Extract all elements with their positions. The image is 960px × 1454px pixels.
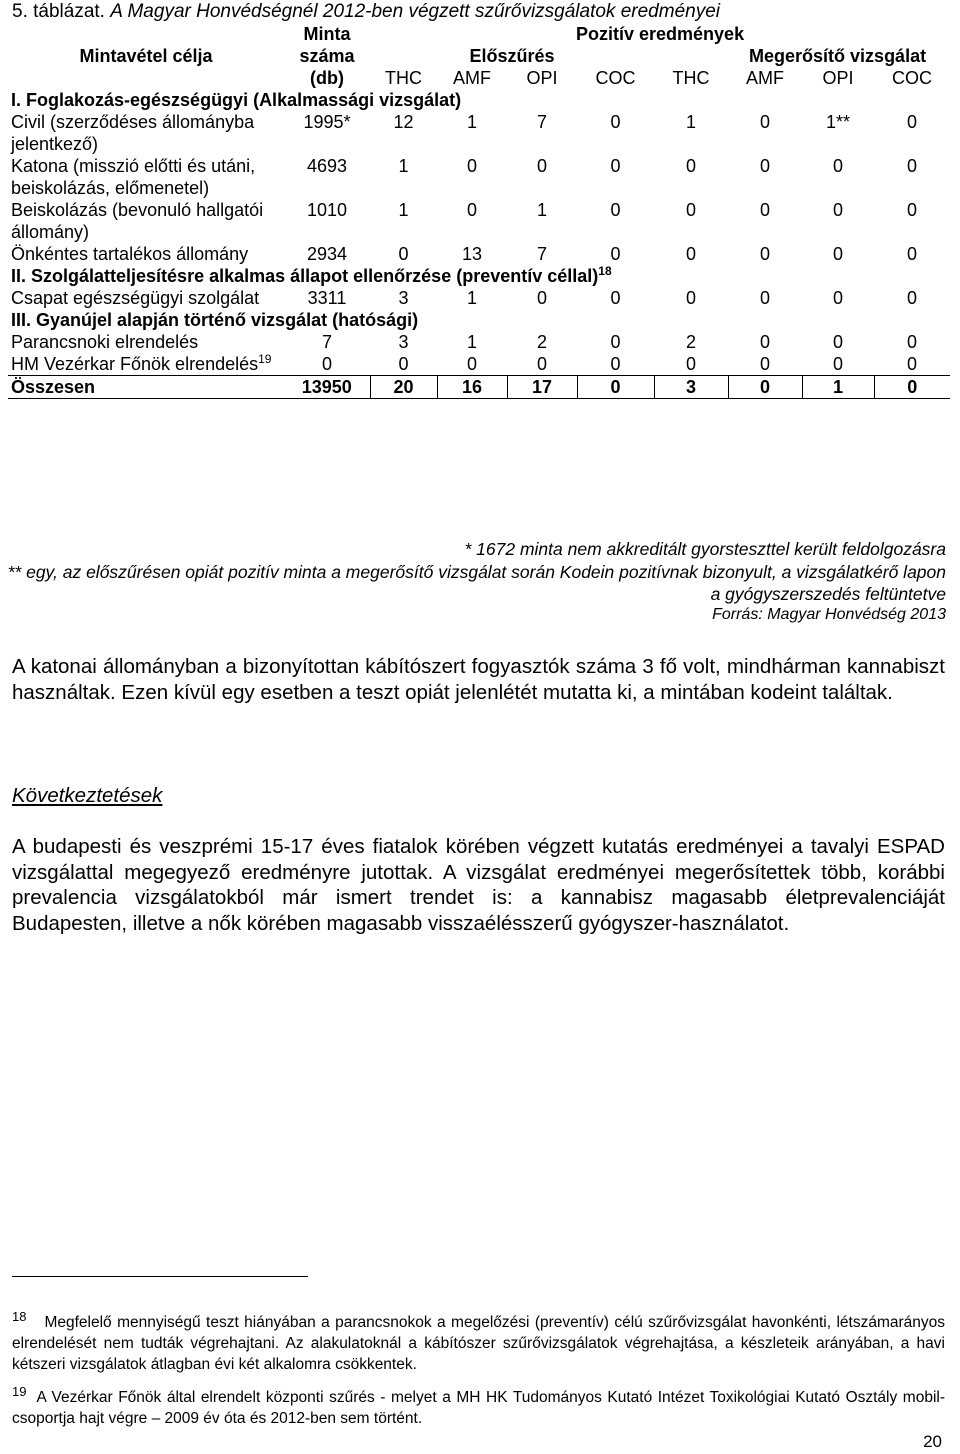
cell: 0	[832, 156, 843, 176]
note-1: * 1672 minta nem akkreditált gyorsteszttel került feldolgozásra	[464, 539, 946, 559]
cell: 0	[536, 156, 547, 176]
cell: 0	[466, 156, 477, 176]
cell: 0	[907, 200, 918, 220]
header-sample-3: (db)	[310, 68, 344, 88]
footnote-text: Megfelelő mennyiségű teszt hiányában a parancsnokok a megelőzési (preventív) célú szűrővizsgálat havonkénti, létszámarányos elrendelését nem tudták végrehajtani. Az alakulatoknál a kábítószer szűrővizsgálatok végrehajtása, a készleteik arányában, a havi kétszeri vizsgálatok átlagban évi két alkalomra csökkentek.	[12, 1314, 945, 1373]
row-label: Önkéntes tartalékos állomány	[11, 244, 249, 264]
total-row	[8, 376, 950, 399]
footnote-number: 19	[12, 1383, 27, 1399]
cell: 0	[759, 244, 770, 264]
cell: 0	[466, 200, 477, 220]
header-sample-2: száma	[299, 46, 355, 66]
cell: 2	[536, 332, 547, 352]
cell: 0	[832, 288, 843, 308]
cell: 0	[610, 244, 621, 264]
row-label-text: HM Vezérkar Főnök elrendelés	[11, 354, 259, 374]
cell: 0	[832, 332, 843, 352]
section-title-text: II. Szolgálatteljesítésre alkalmas állapot ellenőrzése (preventív céllal)	[11, 266, 599, 286]
row-label: Katona (misszió előtti és utáni, beiskolázás, előmenetel)	[11, 156, 256, 198]
caption-prefix: 5. táblázat.	[12, 1, 105, 22]
table-row	[8, 155, 950, 199]
page-number: 20	[923, 1432, 942, 1451]
cell: 0	[536, 288, 547, 308]
table-row	[8, 331, 950, 353]
cell: 1995*	[303, 112, 351, 132]
table-source: Forrás: Magyar Honvédség 2013	[712, 606, 946, 623]
total-cell: 20	[370, 376, 437, 399]
total-cell: 17	[507, 376, 577, 399]
table-row	[8, 111, 950, 155]
header-sample-1: Minta	[303, 24, 351, 44]
cell: 0	[685, 156, 696, 176]
footnote-18	[12, 1308, 945, 1375]
row-label: Civil (szerződéses állományba jelentkező)	[11, 112, 255, 154]
footnote-ref: 18	[598, 264, 612, 278]
table-row	[8, 353, 950, 376]
cell: 7	[536, 112, 547, 132]
cell: 0	[907, 244, 918, 264]
cell: 1	[466, 288, 477, 308]
cell: 4693	[306, 156, 348, 176]
cell: 0	[759, 332, 770, 352]
header-confirm: Megerősítő vizsgálat	[749, 46, 927, 66]
screening-results-table	[8, 23, 950, 399]
cell: 0	[759, 200, 770, 220]
drug-header: OPI	[526, 68, 558, 88]
header-row-1	[8, 23, 950, 45]
cell: 0	[610, 332, 621, 352]
drug-header: COC	[595, 68, 636, 88]
cell: 0	[832, 244, 843, 264]
body-paragraph-2: A budapesti és veszprémi 15-17 éves fiatalok körében végzett kutatás eredményei a tavalyi ESPAD vizsgálattal megegyező eredményre jutottak. A vizsgálat eredményei megerősítettek több, korábbi prevalencia vizsgálatokból már ismert trendet is: a kannabisz magasabb életprevalenciáját Budapesten, illetve a nők körében magasabb visszaélésszerű gyógyszer-használatot.	[12, 835, 945, 935]
cell: 1	[466, 112, 477, 132]
cell: 0	[685, 244, 696, 264]
total-cell: 13950	[284, 376, 370, 399]
table-row	[8, 199, 950, 243]
cell: 3	[398, 288, 409, 308]
cell: 0	[759, 112, 770, 132]
drug-header: OPI	[822, 68, 854, 88]
cell: 1	[685, 112, 696, 132]
row-label	[8, 353, 284, 376]
section-heading: Következtetések	[12, 784, 163, 807]
table-notes	[6, 538, 946, 606]
cell: 0	[685, 288, 696, 308]
cell: 1	[536, 200, 547, 220]
cell: 1	[398, 200, 409, 220]
total-cell: 1	[802, 376, 874, 399]
cell: 7	[321, 332, 332, 352]
cell: 0	[832, 354, 843, 374]
cell: 1**	[825, 112, 851, 132]
cell: 12	[393, 112, 414, 132]
section-title: III. Gyanújel alapján történő vizsgálat (hatósági)	[11, 310, 419, 330]
row-label: Parancsnoki elrendelés	[11, 332, 199, 352]
cell: 0	[610, 288, 621, 308]
header-purpose: Mintavétel célja	[79, 46, 213, 66]
total-cell: 16	[437, 376, 507, 399]
caption-title: A Magyar Honvédségnél 2012-ben végzett szűrővizsgálatok eredményei	[110, 1, 720, 22]
section-row	[8, 265, 950, 287]
drug-header: THC	[385, 68, 422, 88]
header-prescreen: Előszűrés	[469, 46, 555, 66]
drug-header: THC	[672, 68, 710, 88]
section-row	[8, 89, 950, 111]
footnote-ref: 19	[258, 352, 272, 366]
cell: 0	[321, 354, 332, 374]
cell: 0	[907, 112, 918, 132]
body-paragraph-1: A katonai állományban a bizonyítottan kábítószert fogyasztók száma 3 fő volt, mindhárman kannabiszt használtak. Ezen kívül egy esetben a teszt opiát jelenlétét mutatta ki, a mintában kodeint találtak.	[12, 655, 945, 704]
cell: 0	[907, 332, 918, 352]
table-row	[8, 243, 950, 265]
total-cell: 3	[654, 376, 728, 399]
cell: 0	[832, 200, 843, 220]
total-cell: 0	[728, 376, 802, 399]
cell: 0	[685, 354, 696, 374]
row-label: Csapat egészségügyi szolgálat	[11, 288, 260, 308]
table-caption	[12, 0, 720, 24]
cell: 0	[907, 156, 918, 176]
cell: 0	[536, 354, 547, 374]
table-row	[8, 287, 950, 309]
footnote-19	[12, 1383, 945, 1429]
cell: 0	[398, 354, 409, 374]
cell: 3	[398, 332, 409, 352]
row-label: Beiskolázás (bevonuló hallgatói állomány)	[11, 200, 264, 242]
total-cell: 0	[874, 376, 950, 399]
cell: 0	[759, 288, 770, 308]
section-title	[8, 265, 950, 287]
drug-header: AMF	[453, 68, 491, 88]
cell: 0	[759, 354, 770, 374]
cell: 1010	[306, 200, 348, 220]
cell: 2934	[306, 244, 348, 264]
cell: 0	[907, 288, 918, 308]
cell: 0	[610, 200, 621, 220]
footnote-text: A Vezérkar Főnök által elrendelt központi szűrés - melyet a MH HK Tudományos Kutató Intézet Toxikológiai Kutató Osztály mobil-csoportja hajt végre – 2009 év óta és 2012-ben sem történt.	[12, 1389, 945, 1427]
total-label: Összesen	[8, 376, 284, 399]
cell: 0	[907, 354, 918, 374]
drug-header: AMF	[746, 68, 784, 88]
cell: 0	[466, 354, 477, 374]
cell: 0	[685, 200, 696, 220]
footnote-number: 18	[12, 1308, 27, 1324]
cell: 0	[759, 156, 770, 176]
cell: 0	[610, 112, 621, 132]
cell: 1	[466, 332, 477, 352]
cell: 13	[461, 244, 483, 264]
cell: 7	[536, 244, 547, 264]
note-2: ** egy, az előszűrésen opiát pozitív minta a megerősítő vizsgálat során Kodein pozitívnak bizonyult, a vizsgálatkérő lapon a gyógyszerszedés feltüntetve	[7, 561, 946, 604]
drug-header: COC	[892, 68, 933, 88]
total-cell: 0	[577, 376, 654, 399]
section-row	[8, 309, 950, 331]
cell: 1	[398, 156, 409, 176]
cell: 3311	[307, 288, 347, 308]
footnote-divider	[12, 1276, 308, 1277]
cell: 0	[610, 156, 621, 176]
section-title: I. Foglakozás-egészségügyi (Alkalmassági vizsgálat)	[11, 90, 462, 110]
cell: 0	[398, 244, 409, 264]
header-positive: Pozitív eredmények	[576, 24, 745, 44]
cell: 0	[610, 354, 621, 374]
cell: 2	[685, 332, 696, 352]
